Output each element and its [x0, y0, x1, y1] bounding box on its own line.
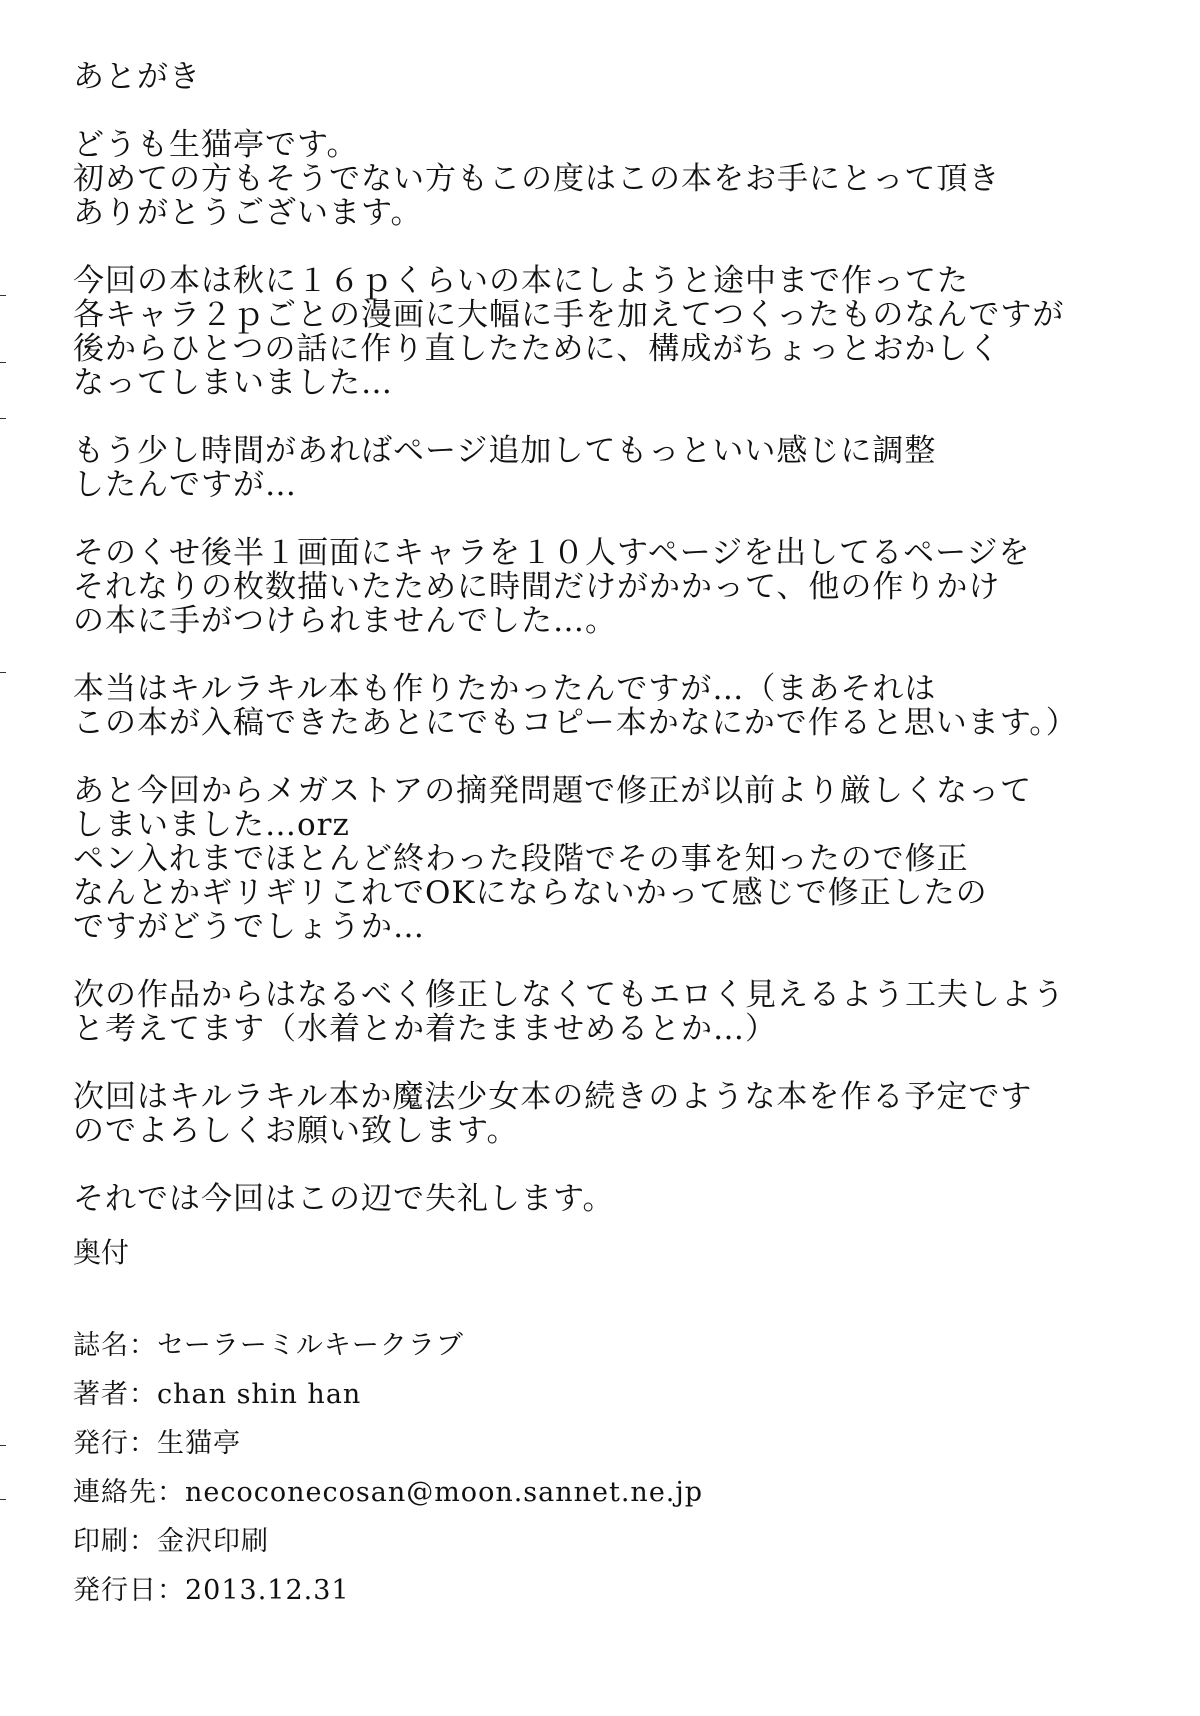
colophon-publisher-row: 発行：生猫亭 [73, 1428, 241, 1459]
paragraph-6 [73, 774, 1153, 944]
paragraph-3 [73, 434, 1153, 502]
text-line: のでよろしくお願い致します。 [73, 1113, 519, 1149]
text-line: しまいました…orz [73, 807, 350, 843]
colophon-title-row: 誌名：セーラーミルキークラブ [73, 1330, 464, 1361]
paragraph-2 [73, 264, 1153, 400]
paragraph-8 [73, 1080, 1153, 1148]
afterword-heading: あとがき [73, 59, 201, 95]
scan-mark [0, 418, 6, 419]
text-line: それでは今回はこの辺で失礼します。 [73, 1181, 615, 1217]
text-line: どうも生猫亭です。 [73, 127, 359, 163]
text-line: の本に手がつけられませんでした…。 [73, 603, 617, 639]
colophon-section [73, 1330, 973, 1624]
text-line: ですがどうでしょうか… [73, 909, 425, 945]
scan-mark [0, 295, 6, 296]
scan-mark [0, 1499, 6, 1500]
colophon-title: 奥付 [73, 1236, 130, 1269]
paragraph-5 [73, 672, 1153, 740]
text-line: 本当はキルラキル本も作りたかったんですが…（まあそれは [73, 671, 937, 707]
scan-mark [0, 1445, 6, 1446]
text-line: ペン入れまでほとんど終わった段階でその事を知ったので修正 [73, 841, 969, 877]
text-line: もう少し時間があればページ追加してもっといい感じに調整 [73, 433, 937, 469]
afterword-section [73, 60, 1153, 1250]
text-line: そのくせ後半１画面にキャラを１０人すページを出してるページを [73, 535, 1031, 571]
text-line: と考えてます（水着とか着たまませめるとか…） [73, 1011, 777, 1047]
text-line: 初めての方もそうでない方もこの度はこの本をお手にとって頂き [73, 161, 1001, 197]
text-line: 後からひとつの話に作り直したために、構成がちょっとおかしく [73, 331, 1001, 367]
text-line: それなりの枚数描いたために時間だけがかかって、他の作りかけ [73, 569, 1001, 605]
paragraph-7 [73, 978, 1153, 1046]
text-line: 次の作品からはなるべく修正しなくてもエロく見えるよう工夫しよう [73, 977, 1065, 1013]
paragraph-1 [73, 128, 1153, 230]
text-line: 次回はキルラキル本か魔法少女本の続きのような本を作る予定です [73, 1079, 1033, 1115]
colophon-date-row: 発行日：2013.12.31 [73, 1575, 350, 1606]
scan-mark [0, 362, 6, 363]
text-line: なんとかギリギリこれでOKにならないかって感じで修正したの [73, 875, 988, 911]
paragraph-4 [73, 536, 1153, 638]
colophon-contact-row: 連絡先：necoconecosan@moon.sannet.ne.jp [73, 1477, 704, 1508]
text-line: ありがとうございます。 [73, 195, 423, 231]
colophon-author-row: 著者：chan shin han [73, 1379, 362, 1410]
text-line: あと今回からメガストアの摘発問題で修正が以前より厳しくなって [73, 773, 1033, 809]
text-line: 今回の本は秋に１６ｐくらいの本にしようと途中まで作ってた [73, 263, 969, 299]
text-line: この本が入稿できたあとにでもコピー本かなにかで作ると思います。） [73, 705, 1078, 741]
paragraph-9 [73, 1182, 1153, 1216]
text-line: 各キャラ２ｐごとの漫画に大幅に手を加えてつくったものなんですが [73, 297, 1065, 333]
text-line: なってしまいました… [73, 365, 393, 401]
scan-mark [0, 672, 6, 673]
colophon-printer-row: 印刷：金沢印刷 [73, 1526, 269, 1557]
text-line: したんですが… [73, 467, 297, 503]
